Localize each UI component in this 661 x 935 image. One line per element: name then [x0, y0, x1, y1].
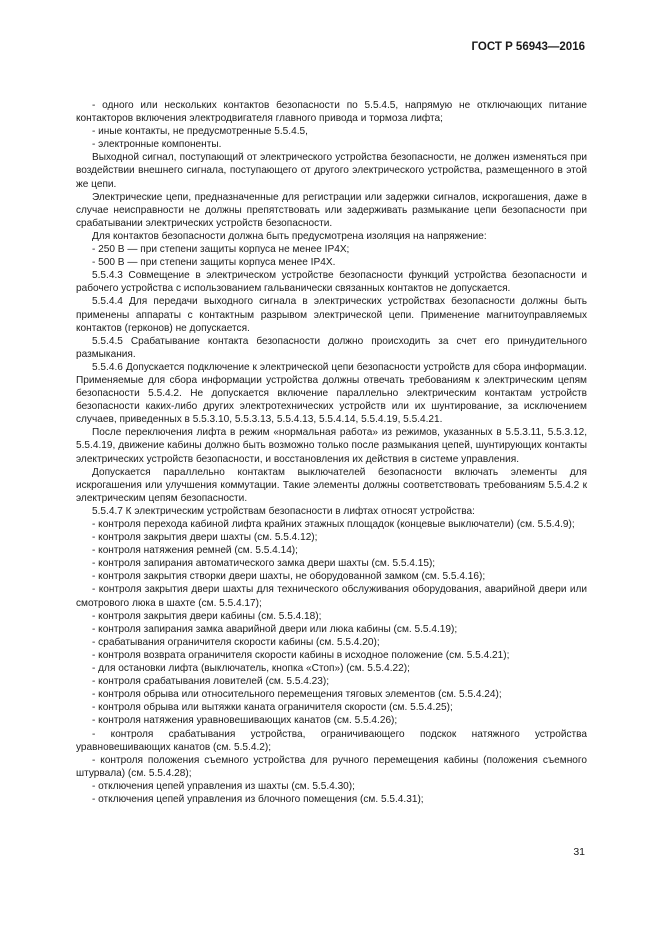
paragraph: - 500 В — при степени защиты корпуса менее IP4X. [92, 257, 336, 269]
paragraph: - контроля перехода кабиной лифта крайних этажных площадок (концевые выключатели) (см. 5.5.4.9); [92, 519, 575, 530]
paragraph: Электрические цепи, предназначенные для регистрации или задержки сигналов, искрогашения, даже в случае неисправности не должны препятствовать или задерживать размыкание цепи безопасности при срабатывании электрических устройств безопасности. [76, 191, 587, 229]
document-body [76, 99, 587, 806]
page-number: 31 [573, 846, 585, 858]
paragraph: - контроля закрытия двери шахты для технического обслуживания оборудования, аварийной двери или смотрового люка в шахте (см. 5.5.4.17); [76, 584, 587, 609]
paragraph: - контроля срабатывания устройства, ограничивающего подскок натяжного устройства уравновешивающих канатов (см. 5.5.4.2); [76, 728, 587, 753]
paragraph: - контроля натяжения ремней (см. 5.5.4.14); [92, 545, 298, 557]
paragraph: - контроля закрытия двери кабины (см. 5.5.4.18); [92, 610, 322, 622]
paragraph: - контроля положения съемного устройства для ручного перемещения кабины (положения съемного штурвала) (см. 5.5.4.28); [76, 754, 587, 779]
paragraph: - 250 В — при степени защиты корпуса не менее IP4X; [92, 244, 350, 256]
paragraph: 5.5.4.3 Совмещение в электрическом устройстве безопасности функций устройства безопасности и рабочего устройства с использованием гальванически связанных контактов не допускается. [76, 270, 587, 295]
paragraph: - электронные компоненты. [92, 139, 222, 151]
paragraph: - контроля запирания автоматического замка двери шахты (см. 5.5.4.15); [92, 558, 436, 570]
paragraph: - для остановки лифта (выключатель, кнопка «Стоп») (см. 5.5.4.22); [92, 663, 410, 675]
paragraph: - иные контакты, не предусмотренные 5.5.4.5, [92, 126, 308, 138]
paragraph: - одного или нескольких контактов безопасности по 5.5.4.5, напрямую не отключающих питание контакторов включения электродвигателя главного привода и тормоза лифта; [76, 100, 587, 125]
paragraph: - контроля закрытия створки двери шахты, не оборудованной замком (см. 5.5.4.16); [92, 571, 486, 583]
paragraph: 5.5.4.4 Для передачи выходного сигнала в электрических устройствах безопасности должны быть применены аппараты с контактным разрывом электрической цепи. Применение магнитоуправляемых контактов (герконов) не допускается. [76, 296, 587, 334]
paragraph: - контроля обрыва или вытяжки каната ограничителя скорости (см. 5.5.4.25); [92, 702, 453, 714]
paragraph: Допускается параллельно контактам выключателей безопасности включать элементы для искрогашения или улучшения коммутации. Такие элементы должны соответствовать требованиям 5.5.4.2 к электрическим цепям безопасности. [76, 466, 587, 504]
document-code: ГОСТ Р 56943—2016 [471, 41, 585, 53]
paragraph: - контроля обрыва или относительного перемещения тяговых элементов (см. 5.5.4.24); [92, 689, 502, 701]
paragraph: - отключения цепей управления из блочного помещения (см. 5.5.4.31); [92, 793, 424, 805]
paragraph: 5.5.4.7 К электрическим устройствам безопасности в лифтах относят устройства: [92, 505, 475, 517]
paragraph: 5.5.4.6 Допускается подключение к электрической цепи безопасности устройств для сбора информации. Применяемые для сбора информации устройства должны отвечать требованиям к электрическим цепям безопасности 5.5.4.2. Не допускается включение параллельно электрическим контактам устройств безопасности каких-либо других электротехнических устройств или их шунтирование, за исключением случаев, приведенных в 5.5.3.10, 5.5.3.13, 5.5.4.13, 5.5.4.14, 5.5.4.19, 5.5.4.21. [76, 361, 587, 426]
paragraph: - контроля натяжения уравновешивающих канатов (см. 5.5.4.26); [92, 715, 398, 727]
paragraph: Выходной сигнал, поступающий от электрического устройства безопасности, не должен изменяться при воздействии внешнего сигнала, поступающего от другого электрического устройства, размещенного в этой же цепи. [76, 152, 587, 190]
paragraph: - контроля срабатывания ловителей (см. 5.5.4.23); [92, 676, 330, 688]
paragraph: 5.5.4.5 Срабатывание контакта безопасности должно происходить за счет его принудительного размыкания. [76, 335, 587, 360]
paragraph: - срабатывания ограничителя скорости кабины (см. 5.5.4.20); [92, 636, 380, 648]
paragraph: Для контактов безопасности должна быть предусмотрена изоляция на напряжение: [92, 230, 487, 242]
paragraph: - отключения цепей управления из шахты (см. 5.5.4.30); [92, 780, 355, 792]
paragraph: После переключения лифта в режим «нормальная работа» из режимов, указанных в 5.5.3.11, 5.5.3.12, 5.5.4.19, движение кабины должно быть возможно только после размыкания цепей, шунтирующих контакты электрических устройств безопасности, и восстановления их действия в системе управления. [76, 427, 587, 465]
paragraph: - контроля запирания замка аварийной двери или люка кабины (см. 5.5.4.19); [92, 623, 458, 635]
paragraph: - контроля закрытия двери шахты (см. 5.5.4.12); [92, 532, 318, 544]
paragraph: - контроля возврата ограничителя скорости кабины в исходное положение (см. 5.5.4.21); [92, 649, 510, 661]
